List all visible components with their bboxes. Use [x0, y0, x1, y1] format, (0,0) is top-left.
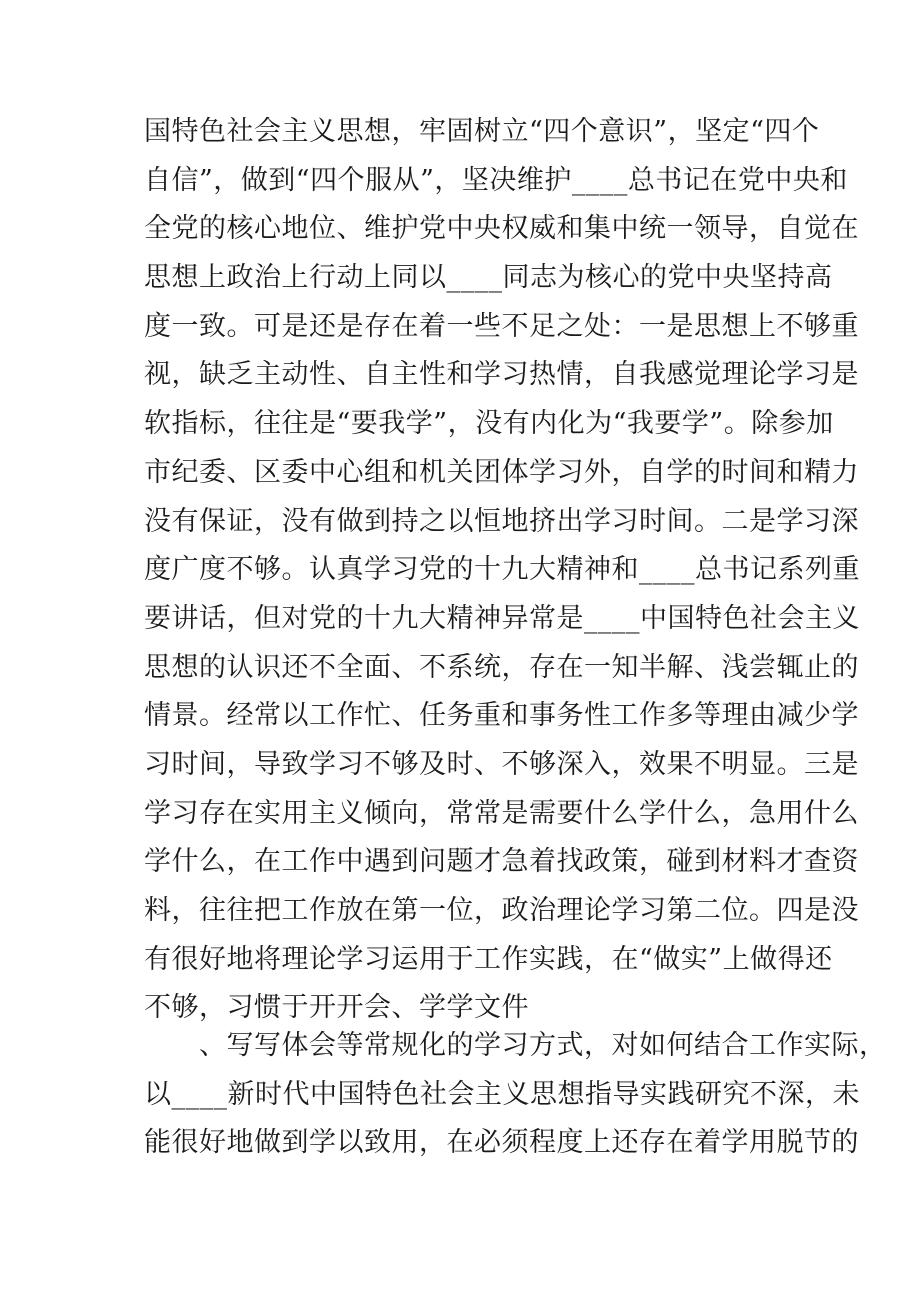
text-line: 以____新时代中国特色社会主义思想指导实践研究不深，未 — [144, 1078, 860, 1110]
text-line: 自信”，做到“四个服从”，坚决维护____总书记在党中央和 — [144, 164, 848, 196]
text-line: 要讲话，但对党的十九大精神异常是____中国特色社会主义 — [144, 602, 860, 634]
text-line: 学习存在实用主义倾向，常常是需要什么学什么，急用什么 — [144, 797, 859, 829]
text-line: 软指标，往往是“要我学”，没有内化为“我要学”。除参加 — [144, 408, 834, 440]
text-line: 市纪委、区委中心组和机关团体学习外，自学的时间和精力 — [144, 456, 859, 488]
text-line: 视，缺乏主动性、自主性和学习热情，自我感觉理论学习是 — [144, 359, 859, 391]
paragraph-1 — [144, 108, 860, 1033]
text-line: 没有保证，没有做到持之以恒地挤出学习时间。二是学习深 — [144, 505, 859, 537]
text-line: 能很好地做到学以致用，在必须程度上还存在着学用脱节的 — [144, 1127, 859, 1159]
text-line: 不够，习惯于开开会、学学文件 — [144, 992, 529, 1024]
text-line: 、写写体会等常规化的学习方式，对如何结合工作实际， — [144, 1030, 887, 1061]
text-line: 思想上政治上行动上同以____同志为核心的党中央坚持高 — [144, 262, 833, 294]
text-line: 全党的核心地位、维护党中央权威和集中统一领导，自觉在 — [144, 213, 859, 245]
text-line: 习时间，导致学习不够及时、不够深入，效果不明显。三是 — [144, 748, 859, 780]
text-line: 有很好地将理论学习运用于工作实践，在“做实”上做得还 — [144, 943, 833, 975]
text-line: 学什么，在工作中遇到问题才急着找政策，碰到材料才查资 — [144, 846, 859, 878]
text-line: 思想的认识还不全面、不系统，存在一知半解、浅尝辄止的 — [144, 651, 859, 683]
text-line: 料，往往把工作放在第一位，政治理论学习第二位。四是没 — [144, 895, 859, 926]
text-line: 度广度不够。认真学习党的十九大精神和____总书记系列重 — [144, 554, 860, 586]
text-line: 国特色社会主义思想，牢固树立“四个意识”，坚定“四个 — [144, 116, 820, 147]
text-line: 情景。经常以工作忙、任务重和事务性工作多等理由减少学 — [144, 700, 859, 732]
text-line: 度一致。可是还是存在着一些不足之处：一是思想上不够重 — [144, 310, 859, 342]
paragraph-2 — [144, 1022, 887, 1168]
